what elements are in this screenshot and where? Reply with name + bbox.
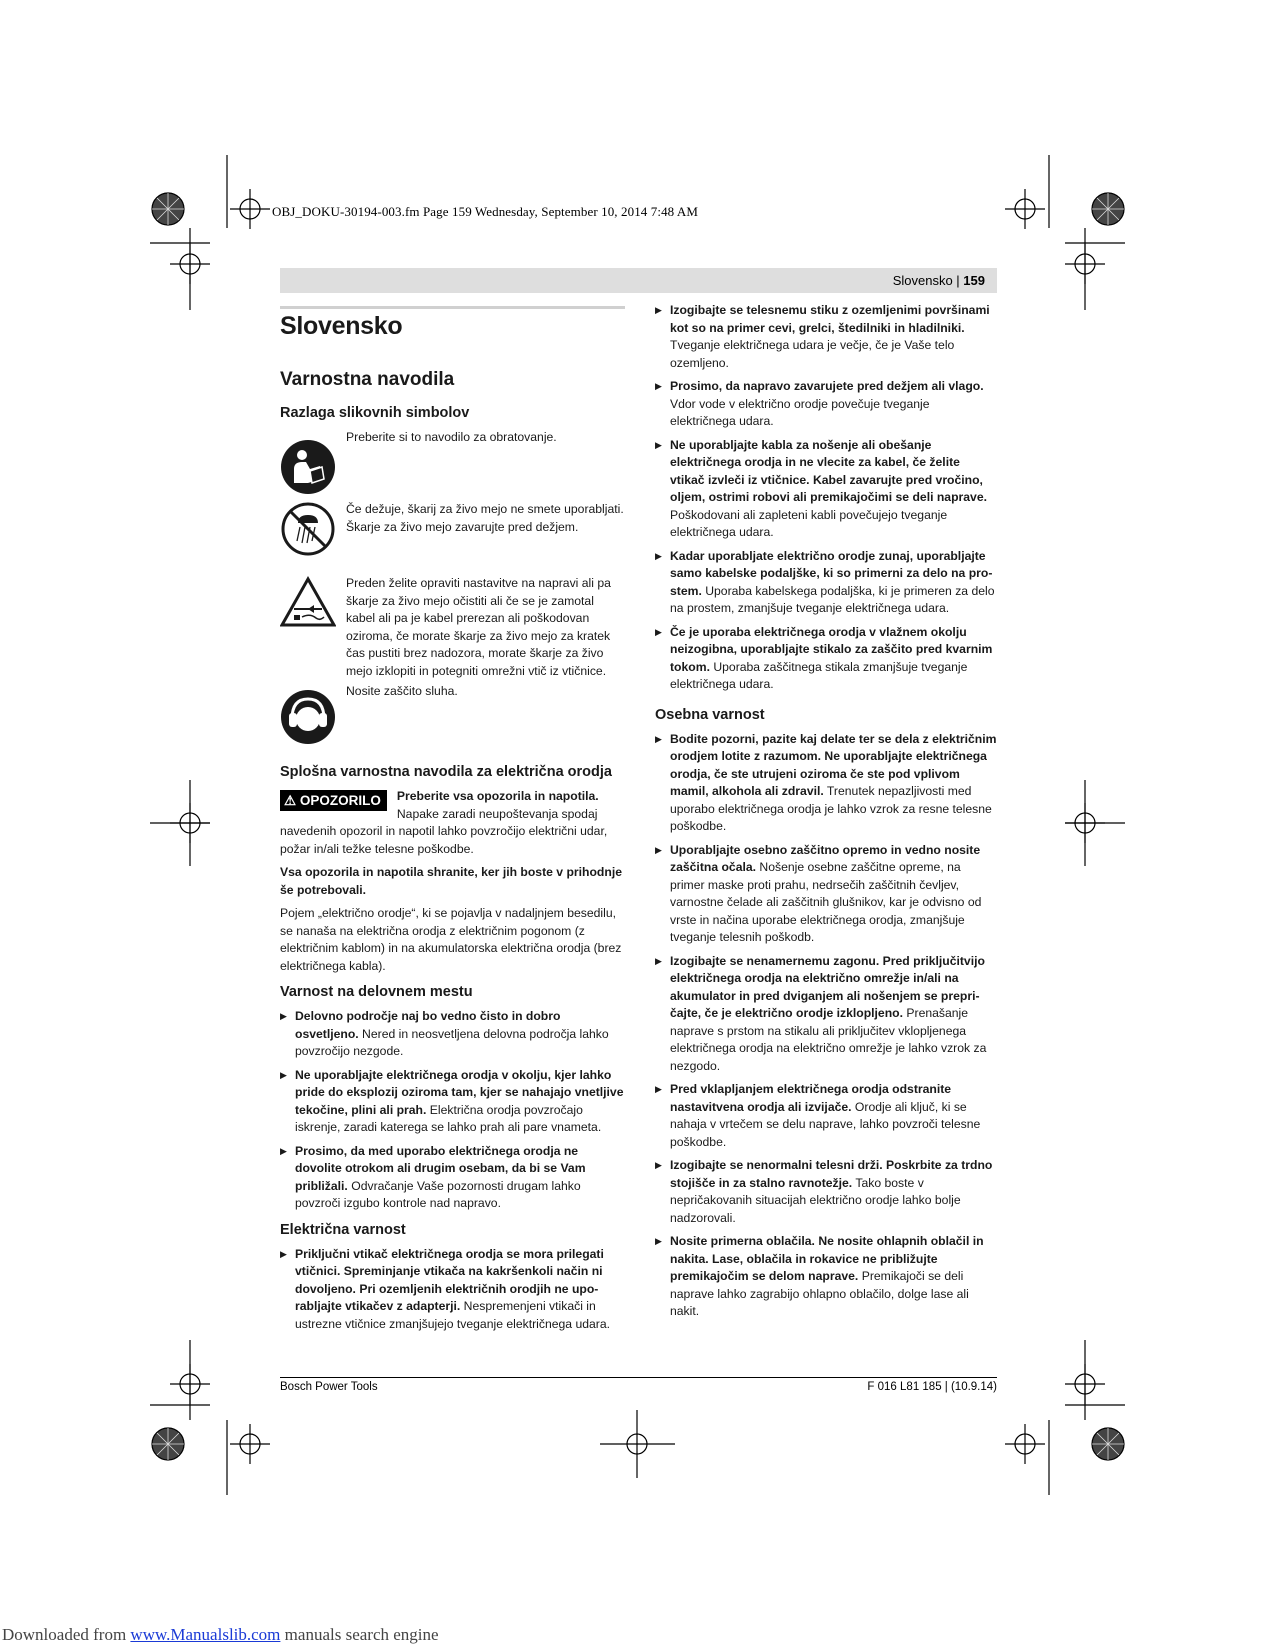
warning-triangle-icon: ⚠ <box>284 793 297 808</box>
item-text: Električna orodja povzročajo iskrenje, zaradi katerega se lahko prah ali pare vnameta. <box>295 1102 602 1134</box>
ear-protection-icon <box>280 689 336 745</box>
heading-personal-safety: Osebna varnost <box>655 706 765 723</box>
symbol-text: Preden želite opraviti nastavitve na napravi ali pa škarje za živo mejo očistiti ali če se je zamotal kabel ali pa je kabel prerezan ali poškodovan oziroma, če morate škarje za živo mejo za kratek čas pustiti brez nadozora, morate škarje za živo mejo izklopiti in potegniti omrežni vtič iz vtičnice. <box>346 576 611 678</box>
item-bold: Uporabljajte osebno zaščitno opremo in vedno nosite zaščitna očala. <box>670 842 981 874</box>
item-text: Nespremenjeni vtikači in ustrezne vtičnice zmanjšujejo tveganje električnega udara. <box>295 1299 611 1331</box>
no-rain-icon <box>280 501 336 557</box>
list-item <box>655 953 997 1076</box>
item-text: Uporaba kabelskega podaljška, ki je primeren za delo na prostem, zmanjšuje tveganje električnega udara. <box>670 583 995 615</box>
header-separator: | <box>952 273 964 288</box>
header-section: Slovensko <box>892 273 953 288</box>
heading-symbols: Razlaga slikovnih simbolov <box>280 405 470 421</box>
footer-left: Bosch Power Tools <box>280 1381 378 1393</box>
footer-right: F 016 L81 185 | (10.9.14) <box>867 1381 997 1393</box>
warning-bold: Preberite vsa opozorila in napotila. <box>396 789 599 803</box>
item-text: Premikajoči se deli naprave lahko zagrabijo ohlapno oblačilo, dolge lase ali nakit. <box>670 1269 969 1318</box>
list-item <box>280 1143 625 1213</box>
item-bold: Če je uporaba električnega orodja v vlažnem okolju neizogibna, uporabljajte stikalo za zaščito pred kvarnim tokom. <box>670 624 993 674</box>
item-bold: Prosimo, da napravo zavarujete pred dežjem ali vlago. <box>670 379 984 393</box>
list-item <box>655 624 997 694</box>
title-rule <box>280 306 625 309</box>
item-text: Tveganje električnega udara je večje, če je Vaše telo ozemljeno. <box>670 338 955 370</box>
item-bold: Izogibajte se nenormalni telesni drži. Poskrbite za trdno stojišče in za stalno ravnotežje. <box>670 1158 993 1190</box>
symbol-text: Preberite si to navodilo za obratovanje. <box>346 430 557 444</box>
heading-work-safety: Varnost na delovnem mestu <box>280 984 473 1000</box>
page-number: 159 <box>963 273 985 288</box>
symbol-text: Če dežuje, škarij za živo mejo ne smete uporabljati. Škarje za živo mejo zavarujte pred dežjem. <box>346 502 624 534</box>
symbol-row <box>280 501 625 569</box>
item-text: Nered in neosvetljena delovna področja lahko povzročijo nezgode. <box>295 1026 609 1058</box>
item-bold: Nosite primerna oblačila. Ne nosite ohlapnih oblačil in nakita. Lase, oblačila in rokavice ne približujte premikajočim se delom naprave. <box>670 1234 984 1283</box>
item-text: Orodje ali ključ, ki se nahaja v vrtečem se delu naprave, lahko povzroči telesne poškodbe. <box>670 1099 981 1149</box>
heading-electric-safety: Električna varnost <box>280 1221 406 1238</box>
item-bold: Kadar uporabljate električno orodje zunaj, uporabljajte samo kabelske podaljške, ki so primerni za delo na pro-stem. <box>670 548 993 598</box>
item-bold: Izogibajte se nenamernemu zagonu. Pred priključitvijo električnega orodja na električno omrežje in/ali na akumulator in pred dviganjem ali nošenjem se prepri-čajte, če je električno orodje izklopljeno. <box>670 953 985 1020</box>
item-text: Uporaba zaščitnega stikala zmanjšuje tveganje električnega udara. <box>670 659 968 691</box>
header-text <box>893 273 985 288</box>
list-item <box>655 1233 997 1321</box>
read-manual-icon <box>280 439 336 495</box>
item-bold: Bodite pozorni, pazite kaj delate ter se dela z električnim orodjem lotite z razumom. Ne uporabljajte električnega orodja, če ste utrujeni oziroma če ste pod vplivom mamil, alkohola ali zdravil. <box>670 731 997 798</box>
page-title: Slovensko <box>280 312 403 340</box>
item-text: Vdor vode v električno orodje povečuje tveganje električnega udara. <box>670 396 930 428</box>
electric-safety-list <box>280 1246 625 1334</box>
personal-safety-list <box>655 731 997 1321</box>
keep-instructions: Vsa opozorila in napotila shranite, ker jih boste v prihodnje še potrebovali. <box>280 865 622 897</box>
item-bold: Pred vklapljanjem električnega orodja odstranite nastavitvena orodja ali izvijače. <box>670 1082 952 1114</box>
symbol-text: Nosite zaščito sluha. <box>346 684 458 698</box>
list-item <box>655 842 997 947</box>
page-header <box>280 268 997 293</box>
warning-label: OPOZORILO <box>299 793 381 808</box>
warning-badge <box>280 790 387 811</box>
warning-block <box>280 788 625 858</box>
item-text: Poškodovani ali zapleteni kabli povečujejo tveganje električnega udara. <box>670 507 948 539</box>
list-item <box>280 1067 625 1137</box>
download-prefix: Downloaded from <box>2 1625 131 1644</box>
electric-safety-list-continued <box>655 302 997 694</box>
manualslib-link[interactable]: www.Manualslib.com <box>130 1625 281 1644</box>
item-bold: Ne uporabljajte kabla za nošenje ali obešanje električnega orodja in ne vlecite za kabel, če želite vtikač izvleči iz vtičnice. Kabel zavarujte pred vročino, oljem, ostrimi robovi ali premikajočimi se deli naprave. <box>670 437 987 504</box>
item-bold: Izogibajte se telesnemu stiku z ozemljenimi površinami kot so na primer cevi, grelci, štedilniki in hladilniki. <box>670 303 990 335</box>
work-safety-list <box>280 1008 625 1213</box>
item-text: Nošenje osebne zaščitne opreme, na primer maske proti prahu, nedrsečih zaščitnih čevljev, varnostne čelade ali zaščitnih glušnikov, kar je odvisno od vrste in načina uporabe električnega orodja, zmanjšuje tveganje telesnih poškodb. <box>670 860 982 944</box>
cable-warning-icon <box>280 575 336 631</box>
download-credit <box>2 1625 439 1645</box>
download-suffix: manuals search engine <box>280 1625 439 1644</box>
item-bold: Ne uporabljajte električnega orodja v okolju, kjer lahko pride do eksplozij oziroma tam, kjer se nahajajo vnetljive tekočine, plini ali prah. <box>295 1067 624 1117</box>
symbol-row <box>280 683 625 753</box>
list-item <box>655 548 997 618</box>
list-item <box>280 1008 625 1061</box>
list-item <box>655 302 997 372</box>
term-definition: Pojem „električno orodje“, ki se pojavlja v nadaljnjem besedilu, se nanaša na električna orodja z električnim pogonom (z električnim kablom) in na akumulatorska električna orodja (brez električnega kabla). <box>280 906 622 973</box>
right-column <box>655 302 997 1327</box>
list-item <box>655 1157 997 1227</box>
item-text: Trenutek nepazljivosti med uporabo električnega orodja je lahko vzrok za resne telesne poškodbe. <box>670 784 992 833</box>
list-item <box>280 1246 625 1334</box>
item-bold: Delovno področje naj bo vedno čisto in dobro osvetljeno. <box>295 1009 561 1041</box>
heading-safety: Varnostna navodila <box>280 369 455 390</box>
list-item <box>655 731 997 836</box>
symbol-row <box>280 575 625 677</box>
left-column <box>280 310 625 1339</box>
list-item <box>655 1081 997 1151</box>
heading-general: Splošna varnostna navodila za električna orodja <box>280 764 612 780</box>
symbol-row <box>280 429 625 495</box>
item-text: Tako boste v nepričakovanih situacijah električno orodje lahko bolje nadzorovali. <box>670 1175 961 1225</box>
file-info-line: OBJ_DOKU-30194-003.fm Page 159 Wednesday, September 10, 2014 7:48 AM <box>272 204 699 219</box>
list-item <box>655 378 997 431</box>
list-item <box>655 437 997 542</box>
item-bold: Priključni vtikač električnega orodja se mora prilegati vtičnici. Spreminjanje vtikača na kakršenkoli način ni dovoljeno. Pri ozemljenih električnih orodjih ne upo-rabljajte vtikačev z adapterji. <box>295 1246 604 1313</box>
item-text: Prenašanje naprave s prstom na stikalu ali priključitev vklopljenega električnega orodja na električno omrežje je lahko vzrok za nezgodo. <box>670 1006 987 1073</box>
footer-rule <box>280 1377 997 1378</box>
item-bold: Prosimo, da med uporabo električnega orodja ne dovolite otrokom ali drugim osebam, da bi se Vam približali. <box>295 1143 586 1193</box>
item-text: Odvračanje Vaše pozornosti drugam lahko povzroči izgubo kontrole nad napravo. <box>295 1178 581 1210</box>
warning-text: Napake zaradi neupoštevanja spodaj navedenih opozoril in napotil lahko povzročijo električni udar, požar in/ali težke telesne poškodbe. <box>280 806 608 856</box>
